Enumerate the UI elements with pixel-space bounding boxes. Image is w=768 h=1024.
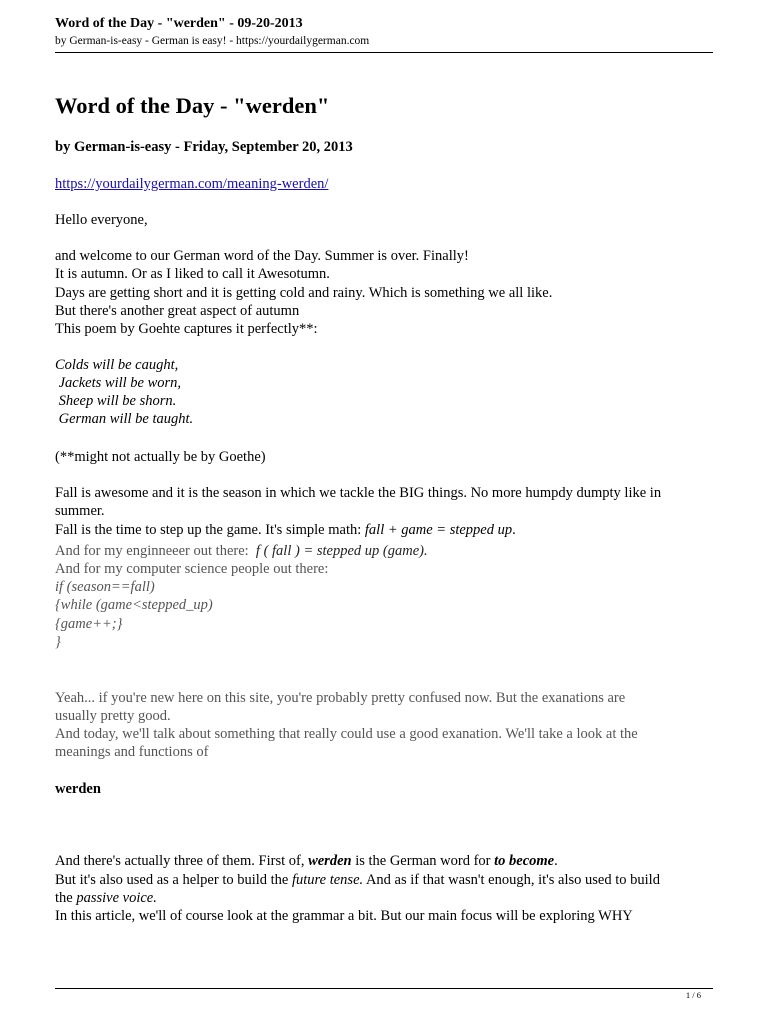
poem-line: Sheep will be shorn.: [55, 393, 177, 409]
p3-a: the: [55, 890, 77, 906]
code-line: {while (game<stepped_up): [55, 597, 213, 613]
fall-line: summer.: [55, 503, 105, 519]
footer-divider: [55, 988, 713, 989]
document-header-title: Word of the Day - "werden" - 09-20-2013: [55, 16, 303, 31]
cs-intro: And for my computer science people out there:: [55, 561, 329, 577]
engineer-line: [55, 543, 428, 560]
para-line: [55, 890, 157, 907]
p2-c: And as if that wasn't enough, it's also used to build: [363, 872, 660, 888]
p2-future-tense: future tense.: [292, 872, 364, 888]
engineer-prefix: And for my enginneeer out there:: [55, 543, 256, 559]
math-line: [55, 522, 516, 539]
yeah-line: meanings and functions of: [55, 744, 209, 760]
para-line: [55, 853, 558, 870]
p1-werden: werden: [308, 853, 352, 869]
intro-line: Days are getting short and it is getting cold and rainy. Which is something we all like.: [55, 285, 553, 301]
intro-line: This poem by Goehte captures it perfectly**:: [55, 321, 318, 337]
page-number: 1 / 6: [685, 990, 701, 1000]
article-title: Word of the Day - "werden": [55, 93, 330, 118]
engineer-formula: f ( fall ) = stepped up (game).: [255, 543, 428, 559]
keyword-heading: werden: [55, 781, 101, 797]
yeah-line: Yeah... if you're new here on this site, you're probably pretty confused now. But the exanations are: [55, 690, 626, 706]
para-line: In this article, we'll of course look at the grammar a bit. But our main focus will be exploring WHY: [55, 908, 633, 924]
code-line: {game++;}: [55, 616, 123, 632]
p2-a: But it's also used as a helper to build the: [55, 872, 292, 888]
code-line: }: [55, 634, 61, 650]
article-link[interactable]: https://yourdailygerman.com/meaning-werden/: [55, 176, 329, 192]
p1-a: And there's actually three of them. First of,: [55, 853, 309, 869]
poem-line: Colds will be caught,: [55, 357, 179, 373]
document-header-subtitle: by German-is-easy - German is easy! - https://yourdailygerman.com: [55, 35, 370, 47]
intro-line: But there's another great aspect of autumn: [55, 303, 300, 319]
article-byline: by German-is-easy - Friday, September 20, 2013: [55, 139, 353, 155]
intro-line: and welcome to our German word of the Day. Summer is over. Finally!: [55, 248, 469, 264]
para-line: [55, 872, 660, 889]
poem-line: Jackets will be worn,: [55, 375, 182, 391]
p1-c: is the German word for: [351, 853, 495, 869]
intro-line: It is autumn. Or as I liked to call it Awesotumn.: [55, 266, 330, 282]
greeting: Hello everyone,: [55, 212, 148, 228]
fall-line: Fall is awesome and it is the season in which we tackle the BIG things. No more humpdy dumpty like in: [55, 485, 662, 501]
yeah-line: usually pretty good.: [55, 708, 171, 724]
header-divider: [55, 52, 713, 53]
poem-line: German will be taught.: [55, 411, 194, 427]
math-prefix: Fall is the time to step up the game. It's simple math:: [55, 522, 365, 538]
yeah-line: And today, we'll talk about something that really could use a good exanation. We'll take a look at the: [55, 726, 638, 742]
code-line: if (season==fall): [55, 579, 155, 595]
p3-passive-voice: passive voice.: [76, 890, 157, 906]
math-formula: fall + game = stepped up: [364, 522, 513, 538]
footnote: (**might not actually be by Goethe): [55, 449, 266, 465]
p1-to-become: to become: [494, 853, 555, 869]
p1-e: .: [554, 853, 558, 869]
math-suffix: .: [512, 522, 516, 538]
